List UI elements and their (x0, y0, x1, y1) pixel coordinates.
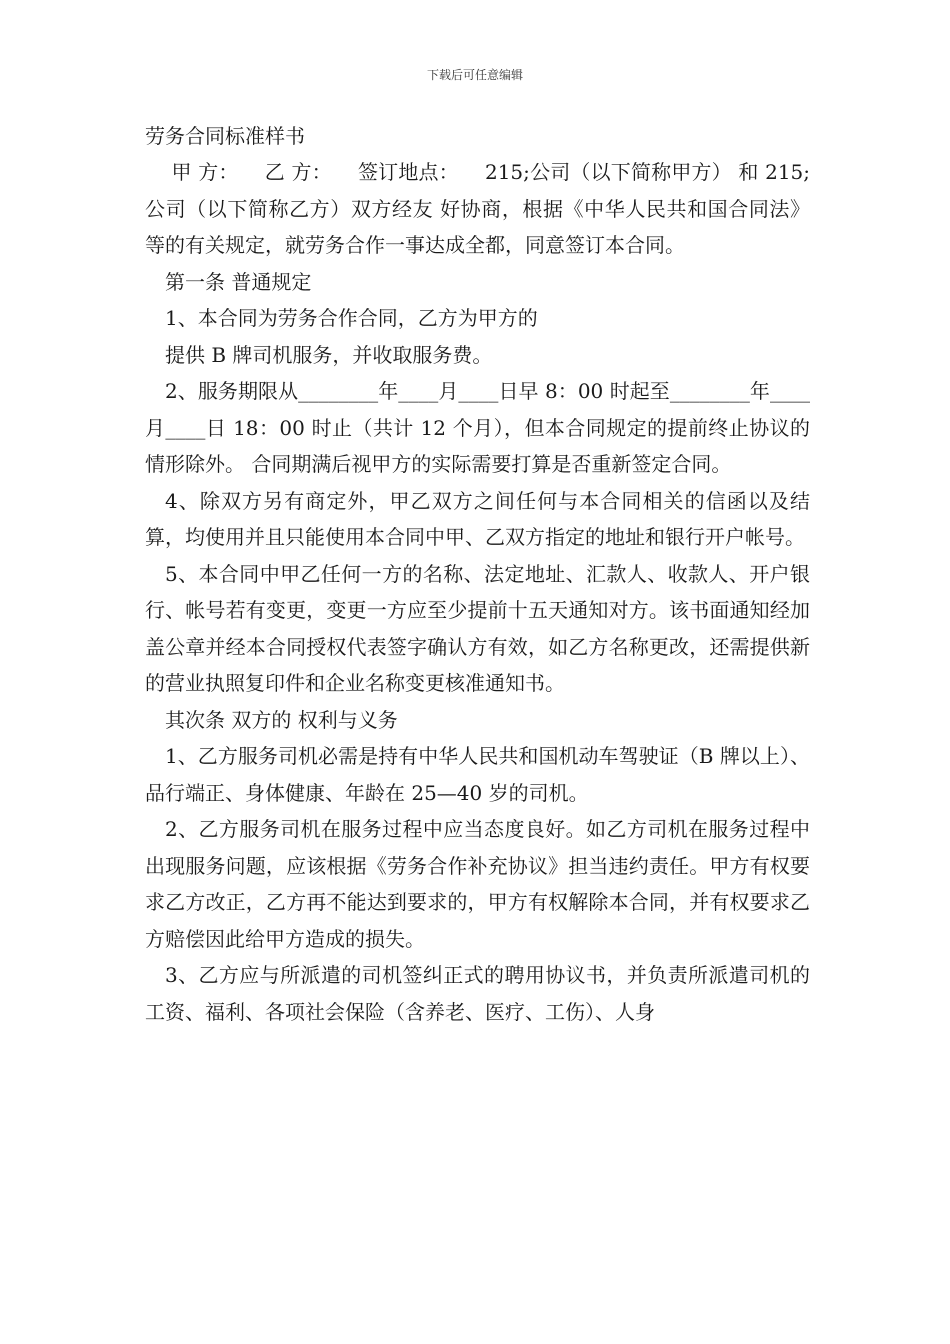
paragraph-rights-2: 2、乙方服务司机在服务过程中应当态度良好。如乙方司机在服务过程中出现服务问题，应该根据《劳务合作补充协议》担当违约责任。甲方有权要求乙方改正，乙方再不能达到要求的，甲方有权解除本合同，并有权要求乙方赔偿因此给甲方造成的损失。 (145, 817, 810, 951)
paragraph-rights-1: 1、乙方服务司机必需是持有中华人民共和国机动车驾驶证（B 牌以上）、品行端正、身体健康、年龄在 25—40 岁的司机。 (145, 744, 810, 805)
paragraph-clause-1: 1、本合同为劳务合作合同，乙方为甲方的 (165, 306, 538, 330)
document-body (145, 154, 810, 1030)
paragraph-parties: 甲 方： 乙 方： 签订地点： 215;公司（以下简称甲方） 和 215;公司（以下简称乙方）双方经友 好协商，根据《中华人民共和国合同法》等的有关规定，就劳务合作一事达成全都，同意签订本合同。 (145, 160, 811, 257)
section-heading-rights: 其次条 双方的 权利与义务 (165, 707, 398, 732)
paragraph-rights-3: 3、乙方应与所派遣的司机签纠正式的聘用协议书，并负责所派遣司机的工资、福利、各项社会保险（含养老、医疗、工伤）、人身 (145, 963, 810, 1024)
paragraph-clause-4: 4、除双方另有商定外，甲乙双方之间任何与本合同相关的信函以及结算，均使用并且只能使用本合同中甲、乙双方指定的地址和银行开户帐号。 (145, 488, 810, 549)
document-title: 劳务合同标准样书 (145, 124, 305, 148)
paragraph-clause-1-cont: 提供 B 牌司机服务，并收取服务费。 (165, 342, 493, 367)
paragraph-clause-2: 2、服务期限从________年____月____日早 8：00 时起至________年____月____日 18：00 时止（共计 12 个月），但本合同规定的提前终止协议的情形除外。 合同期满后视甲方的实际需要打算是否重新签定合同。 (145, 379, 810, 476)
section-heading-general: 第一条 普通规定 (165, 269, 312, 294)
paragraph-clause-5: 5、本合同中甲乙任何一方的名称、法定地址、汇款人、收款人、开户银行、帐号若有变更，变更一方应至少提前十五天通知对方。该书面通知经加盖公章并经本合同授权代表签字确认方有效，如乙方名称更改，还需提供新的营业执照复印件和企业名称变更核准通知书。 (145, 561, 810, 695)
page-header: 下载后可任意编辑 (426, 68, 523, 82)
